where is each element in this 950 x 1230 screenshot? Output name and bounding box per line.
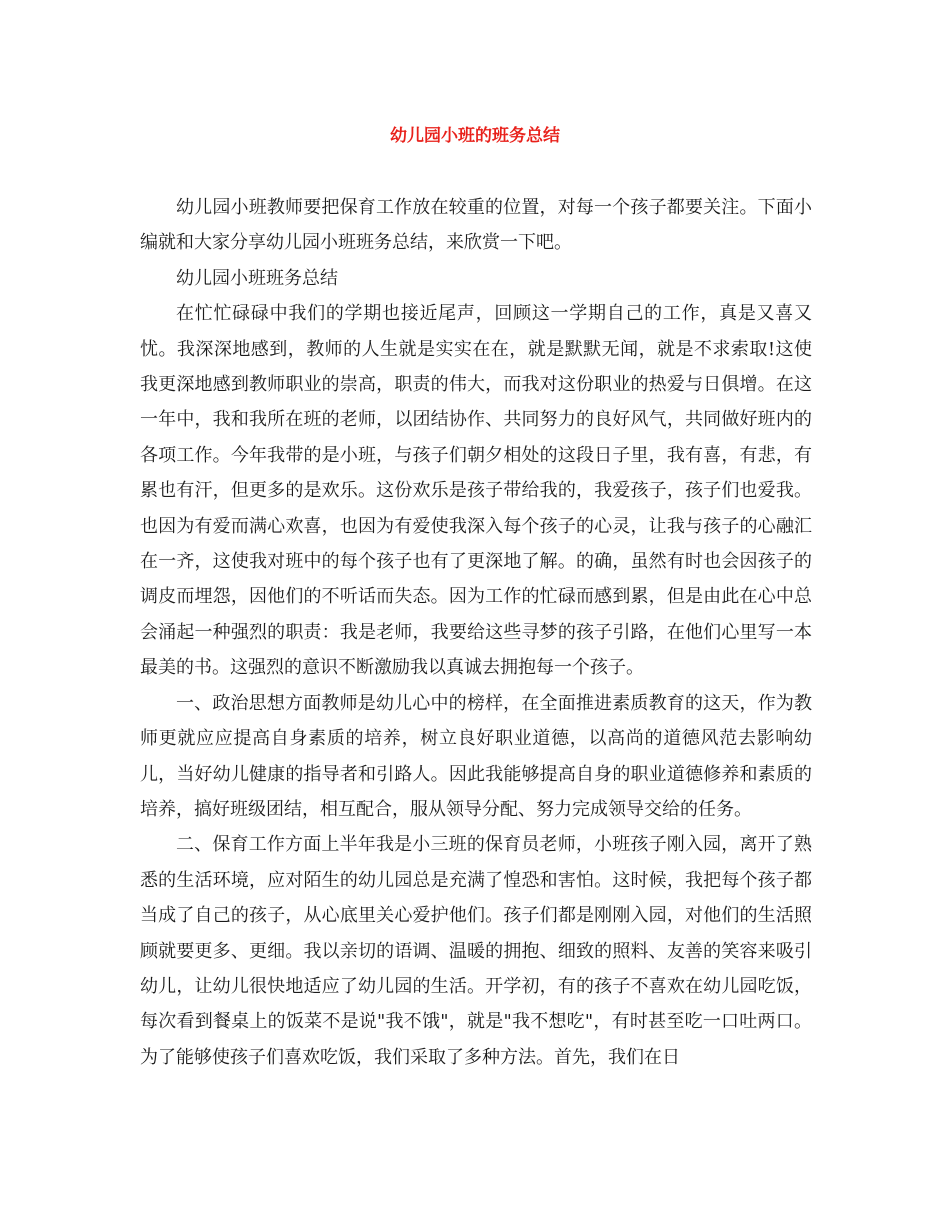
paragraph-childcare-work: 二、保育工作方面上半年我是小三班的保育员老师，小班孩子刚入园，离开了熟悉的生活环境，应对陌生的幼儿园总是充满了惶恐和害怕。这时候，我把每个孩子都当成了自己的孩子，从心底里关心爱护他们。孩子们都是刚刚入园，对他们的生活照顾就要更多、更细。我以亲切的语调、温暖的拥抱、细致的照料、友善的笑容来吸引幼儿，让幼儿很快地适应了幼儿园的生活。开学初，有的孩子不喜欢在幼儿园吃饭，每次看到餐桌上的饭菜不是说"我不饿"，就是"我不想吃"，有时甚至吃一口吐两口。为了能够使孩子们喜欢吃饭，我们采取了多种方法。首先，我们在日: [140, 834, 812, 1068]
document-title: 幼儿园小班的班务总结: [390, 126, 560, 146]
paragraph-political-thought: 一、政治思想方面教师是幼儿心中的榜样，在全面推进素质教育的这天，作为教师更就应应提高自身素质的培养，树立良好职业道德，以高尚的道德风范去影响幼儿，当好幼儿健康的指导者和引路人。因此我能够提高自身的职业道德修养和素质的培养，搞好班级团结，相互配合，服从领导分配、努力完成领导交给的任务。: [140, 692, 812, 820]
paragraph-intro: 幼儿园小班教师要把保育工作放在较重的位置，对每一个孩子都要关注。下面小编就和大家分享幼儿园小班班务总结，来欣赏一下吧。: [140, 197, 812, 254]
document-body: [140, 190, 812, 1075]
paragraph-reflection: 在忙忙碌碌中我们的学期也接近尾声，回顾这一学期自己的工作，真是又喜又忧。我深深地感到，教师的人生就是实实在在，就是默默无闻，就是不求索取!这使我更深地感到教师职业的崇高，职责的伟大，而我对这份职业的热爱与日俱增。在这一年中，我和我所在班的老师，以团结协作、共同努力的良好风气，共同做好班内的各项工作。今年我带的是小班，与孩子们朝夕相处的这段日子里，我有喜，有悲，有累也有汗，但更多的是欢乐。这份欢乐是孩子带给我的，我爱孩子，孩子们也爱我。也因为有爱而满心欢喜，也因为有爱使我深入每个孩子的心灵，让我与孩子的心融汇在一齐，这使我对班中的每个孩子也有了更深地了解。的确，虽然有时也会因孩子的调皮而埋怨，因他们的不听话而失态。因为工作的忙碌而感到累，但是由此在心中总会涌起一种强烈的职责：我是老师，我要给这些寻梦的孩子引路，在他们心里写一本最美的书。这强烈的意识不断激励我以真诚去拥抱每一个孩子。: [140, 303, 812, 679]
paragraph-subheading: 幼儿园小班班务总结: [176, 267, 338, 289]
